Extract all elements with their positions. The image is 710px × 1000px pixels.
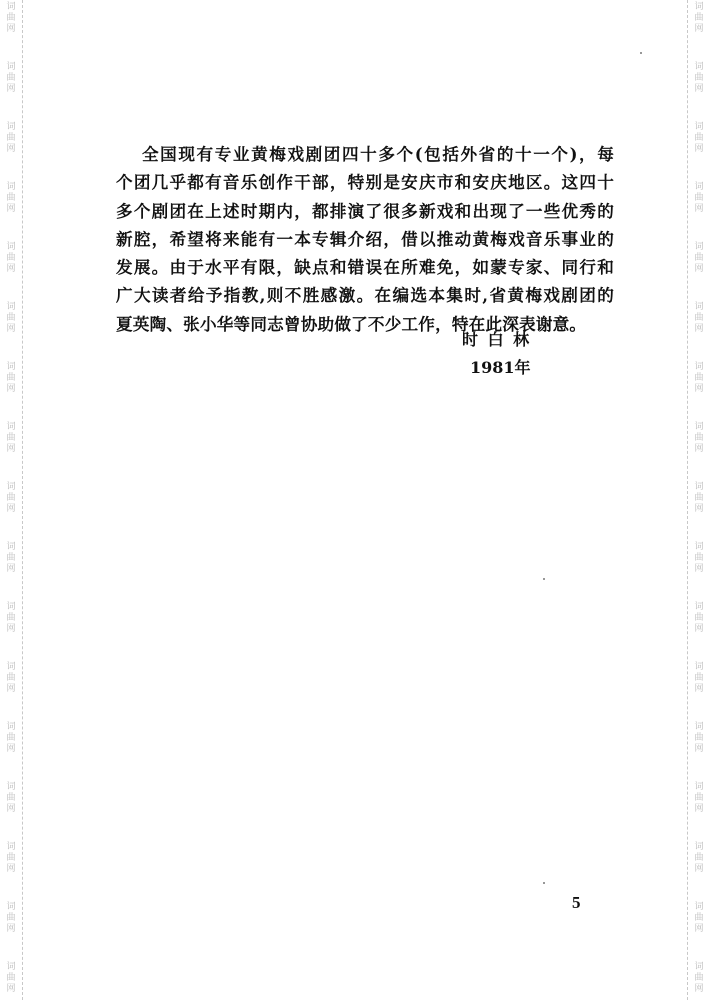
watermark-char: 曲 [694,973,704,983]
watermark-char: 网 [6,84,16,94]
watermark-group [0,722,22,755]
preface-text [116,140,614,338]
watermark-char: 网 [694,264,704,274]
watermark-char: 网 [6,144,16,154]
watermark-char: 词 [694,662,704,672]
watermark-group [0,182,22,215]
watermark-char: 词 [694,962,704,972]
watermark-char: 词 [694,722,704,732]
preface-line: 夏英陶、张小华等同志曾协助做了不少工作，特在此深表谢意。 [116,313,587,334]
watermark-group [688,482,710,515]
watermark-char: 网 [694,504,704,514]
watermark-char: 网 [6,924,16,934]
watermark-group [688,602,710,635]
watermark-char: 词 [694,542,704,552]
watermark-group [0,242,22,275]
watermark-char: 曲 [6,973,16,983]
watermark-char: 词 [694,2,704,12]
watermark-char: 曲 [6,553,16,563]
watermark-group [0,62,22,95]
watermark-char: 曲 [694,193,704,203]
watermark-char: 词 [6,482,16,492]
preface-line: 新腔，希望将来能有一本专辑介绍，借以推动黄梅戏音乐事业的 [116,228,614,249]
watermark-char: 词 [6,2,16,12]
watermark-char: 曲 [6,73,16,83]
watermark-char: 词 [6,602,16,612]
watermark-char: 网 [694,924,704,934]
watermark-group [688,2,710,35]
watermark-group [0,602,22,635]
watermark-char: 词 [6,122,16,132]
watermark-char: 词 [6,842,16,852]
watermark-char: 曲 [694,253,704,263]
watermark-char: 曲 [6,733,16,743]
watermark-group [688,662,710,695]
watermark-char: 曲 [6,193,16,203]
watermark-char: 曲 [694,553,704,563]
watermark-group [0,662,22,695]
watermark-char: 网 [6,744,16,754]
scan-speck [640,52,642,54]
watermark-char: 曲 [6,433,16,443]
watermark-char: 网 [694,444,704,454]
watermark-char: 网 [6,864,16,874]
watermark-group [688,542,710,575]
right-watermark-margin [687,0,710,1000]
scan-speck [543,578,545,580]
watermark-group [688,62,710,95]
watermark-char: 网 [694,684,704,694]
watermark-char: 词 [6,242,16,252]
watermark-char: 网 [694,804,704,814]
watermark-char: 曲 [6,313,16,323]
watermark-char: 词 [6,722,16,732]
watermark-group [0,362,22,395]
watermark-char: 网 [694,384,704,394]
watermark-char: 曲 [694,433,704,443]
watermark-group [0,122,22,155]
watermark-char: 词 [6,782,16,792]
watermark-char: 曲 [694,673,704,683]
watermark-char: 网 [6,684,16,694]
watermark-group [0,842,22,875]
watermark-char: 网 [694,24,704,34]
watermark-char: 曲 [694,793,704,803]
watermark-char: 词 [694,302,704,312]
watermark-char: 网 [6,564,16,574]
watermark-char: 词 [6,962,16,972]
watermark-char: 词 [694,842,704,852]
watermark-char: 曲 [694,493,704,503]
watermark-char: 曲 [694,913,704,923]
watermark-group [0,542,22,575]
watermark-group [688,722,710,755]
watermark-group [688,122,710,155]
watermark-char: 曲 [694,313,704,323]
watermark-group [688,302,710,335]
watermark-char: 曲 [6,133,16,143]
watermark-group [0,2,22,35]
watermark-char: 词 [694,62,704,72]
watermark-char: 词 [694,362,704,372]
watermark-char: 曲 [694,73,704,83]
preface-line: 全国现有专业黄梅戏剧团四十多个(包括外省的十一个)，每 [142,144,614,164]
watermark-char: 网 [6,444,16,454]
watermark-char: 曲 [6,613,16,623]
scan-speck [543,882,545,884]
left-watermark-margin [0,0,23,1000]
watermark-char: 曲 [6,253,16,263]
watermark-char: 网 [6,204,16,214]
watermark-group [0,902,22,935]
author-signature: 时 白 林 [462,330,532,349]
watermark-group [0,962,22,995]
watermark-char: 词 [6,422,16,432]
watermark-char: 词 [694,422,704,432]
watermark-char: 曲 [6,373,16,383]
watermark-char: 网 [694,564,704,574]
watermark-char: 网 [694,984,704,994]
watermark-group [688,842,710,875]
watermark-group [688,782,710,815]
watermark-char: 网 [6,984,16,994]
watermark-char: 词 [6,182,16,192]
watermark-char: 曲 [694,133,704,143]
watermark-char: 词 [6,902,16,912]
watermark-char: 曲 [6,673,16,683]
watermark-group [688,962,710,995]
watermark-char: 词 [6,362,16,372]
watermark-group [688,362,710,395]
watermark-char: 词 [694,182,704,192]
watermark-group [0,422,22,455]
watermark-char: 曲 [694,613,704,623]
watermark-char: 曲 [694,853,704,863]
watermark-char: 曲 [694,13,704,23]
watermark-char: 网 [694,204,704,214]
watermark-char: 词 [6,302,16,312]
watermark-group [688,182,710,215]
watermark-char: 网 [6,804,16,814]
watermark-char: 词 [694,602,704,612]
watermark-char: 网 [6,264,16,274]
watermark-char: 词 [694,122,704,132]
watermark-char: 词 [694,242,704,252]
watermark-group [688,902,710,935]
watermark-char: 网 [694,624,704,634]
watermark-char: 曲 [6,13,16,23]
watermark-group [688,242,710,275]
watermark-char: 曲 [694,373,704,383]
preface-line: 个团几乎都有音乐创作干部，特别是安庆市和安庆地区。这四十 [116,172,614,193]
watermark-group [688,422,710,455]
watermark-char: 网 [694,84,704,94]
signature-year: 1981年 [470,358,531,377]
watermark-char: 词 [6,662,16,672]
page-number: 5 [572,893,581,912]
watermark-char: 网 [6,324,16,334]
watermark-char: 曲 [6,913,16,923]
preface-line: 发展。由于水平有限，缺点和错误在所难免，如蒙专家、同行和 [116,257,614,278]
watermark-group [0,302,22,335]
watermark-char: 网 [6,384,16,394]
watermark-char: 网 [694,864,704,874]
watermark-char: 网 [694,144,704,154]
watermark-char: 词 [6,62,16,72]
watermark-char: 曲 [6,793,16,803]
watermark-char: 词 [694,902,704,912]
watermark-group [0,482,22,515]
watermark-char: 网 [694,744,704,754]
watermark-char: 词 [694,782,704,792]
watermark-char: 网 [6,624,16,634]
watermark-char: 网 [6,504,16,514]
watermark-char: 网 [694,324,704,334]
watermark-char: 网 [6,24,16,34]
watermark-char: 曲 [694,733,704,743]
preface-line: 广大读者给予指教,则不胜感激。在编选本集时,省黄梅戏剧团的 [116,285,614,306]
watermark-char: 词 [694,482,704,492]
preface-line: 多个剧团在上述时期内，都排演了很多新戏和出现了一些优秀的 [116,200,614,221]
watermark-group [0,782,22,815]
watermark-char: 曲 [6,493,16,503]
watermark-char: 词 [6,542,16,552]
watermark-char: 曲 [6,853,16,863]
